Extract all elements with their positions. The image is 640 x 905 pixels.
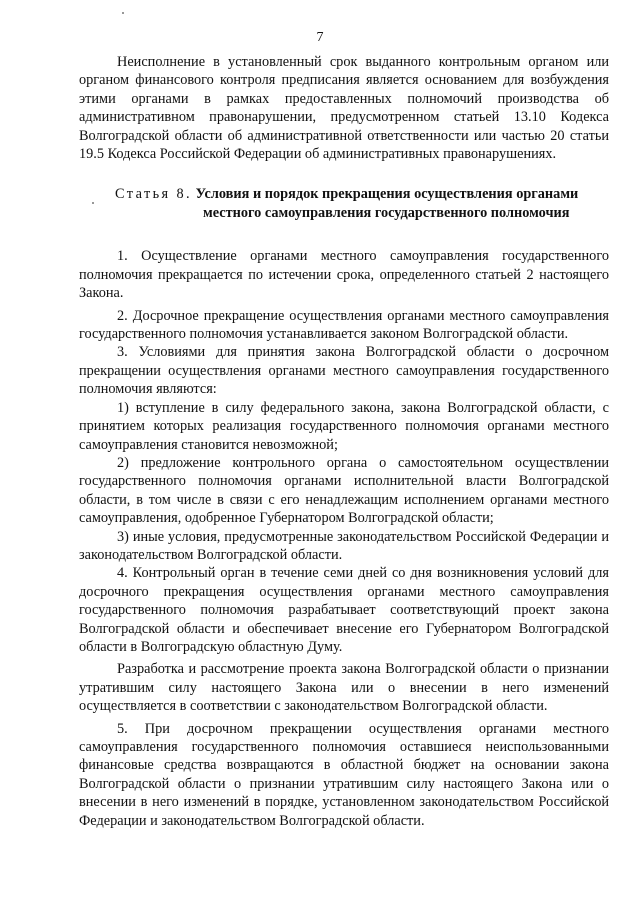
article-label: Статья 8. xyxy=(115,186,192,203)
scan-speck xyxy=(92,202,94,204)
paragraph-3-item-2: 2) предложение контрольного органа о самостоятельном осуществлении государственного полномочия органами исполнительной власти Волгоградской области, в том числе в связи с его ненадлежащим исполнением органами местного самоуправления, одобренное Губернатором Волгоградской области; xyxy=(79,454,609,527)
scan-speck xyxy=(122,12,124,14)
paragraph-1: 1. Осуществление органами местного самоуправления государственного полномочия прекращается по истечении срока, определенного статьей 2 настоящего Закона. xyxy=(79,248,609,302)
paragraph-3-item-1: 1) вступление в силу федерального закона, закона Волгоградской области, с принятием которых реализация государственного полномочия органами местного самоуправления становится невозможной; xyxy=(79,399,609,453)
paragraph-5: 5. При досрочном прекращении осуществления органами местного самоуправления государственного полномочия оставшиеся неиспользованными финансовые средства возвращаются в областной бюджет на основании закона Волгоградской области о признании утратившим силу настоящего Закона или о внесении в него изменений в порядке, установленном законодательством Российской Федерации и законодательством Волгоградской области. xyxy=(79,720,609,829)
paragraph-3-item-3: 3) иные условия, предусмотренные законодательством Российской Федерации и законодательством Волгоградской области. xyxy=(79,528,609,563)
paragraph-4: 4. Контрольный орган в течение семи дней со дня возникновения условий для досрочного прекращения осуществления органами местного самоуправления государственного полномочия разрабатывает соответствующий проект закона Волгоградской области и обеспечивает внесение его Губернатором Волгоградской области в Волгоградскую областную Думу. xyxy=(79,565,609,655)
page-number: 7 xyxy=(316,30,324,45)
paragraph-noncompliance: Неисполнение в установленный срок выданного контрольным органом или органом финансового контроля предписания является основанием для возбуждения этими органами в рамках предоставленных полномочий производства об административном правонарушении, предусмотренном статьей 13.10 Кодекса Волгоградской области об административной ответственности или частью 20 статьи 19.5 Кодекса Российской Федерации об административных правонарушениях. xyxy=(79,54,609,163)
article-heading xyxy=(79,185,609,223)
document-body xyxy=(79,53,609,830)
paragraph-3: 3. Условиями для принятия закона Волгоградской области о досрочном прекращении осуществления органами местного самоуправления государственного полномочия являются: xyxy=(79,344,609,398)
paragraph-4-continued: Разработка и рассмотрение проекта закона Волгоградской области о признании утратившим силу настоящего Закона или о внесении в него изменений осуществляется в соответствии с законодательством Волгоградской области. xyxy=(79,661,609,715)
article-title: Условия и порядок прекращения осуществления органами местного самоуправления государственного полномочия xyxy=(195,186,579,222)
paragraph-2: 2. Досрочное прекращение осуществления органами местного самоуправления государственного полномочия устанавливается законом Волгоградской области. xyxy=(79,307,609,343)
